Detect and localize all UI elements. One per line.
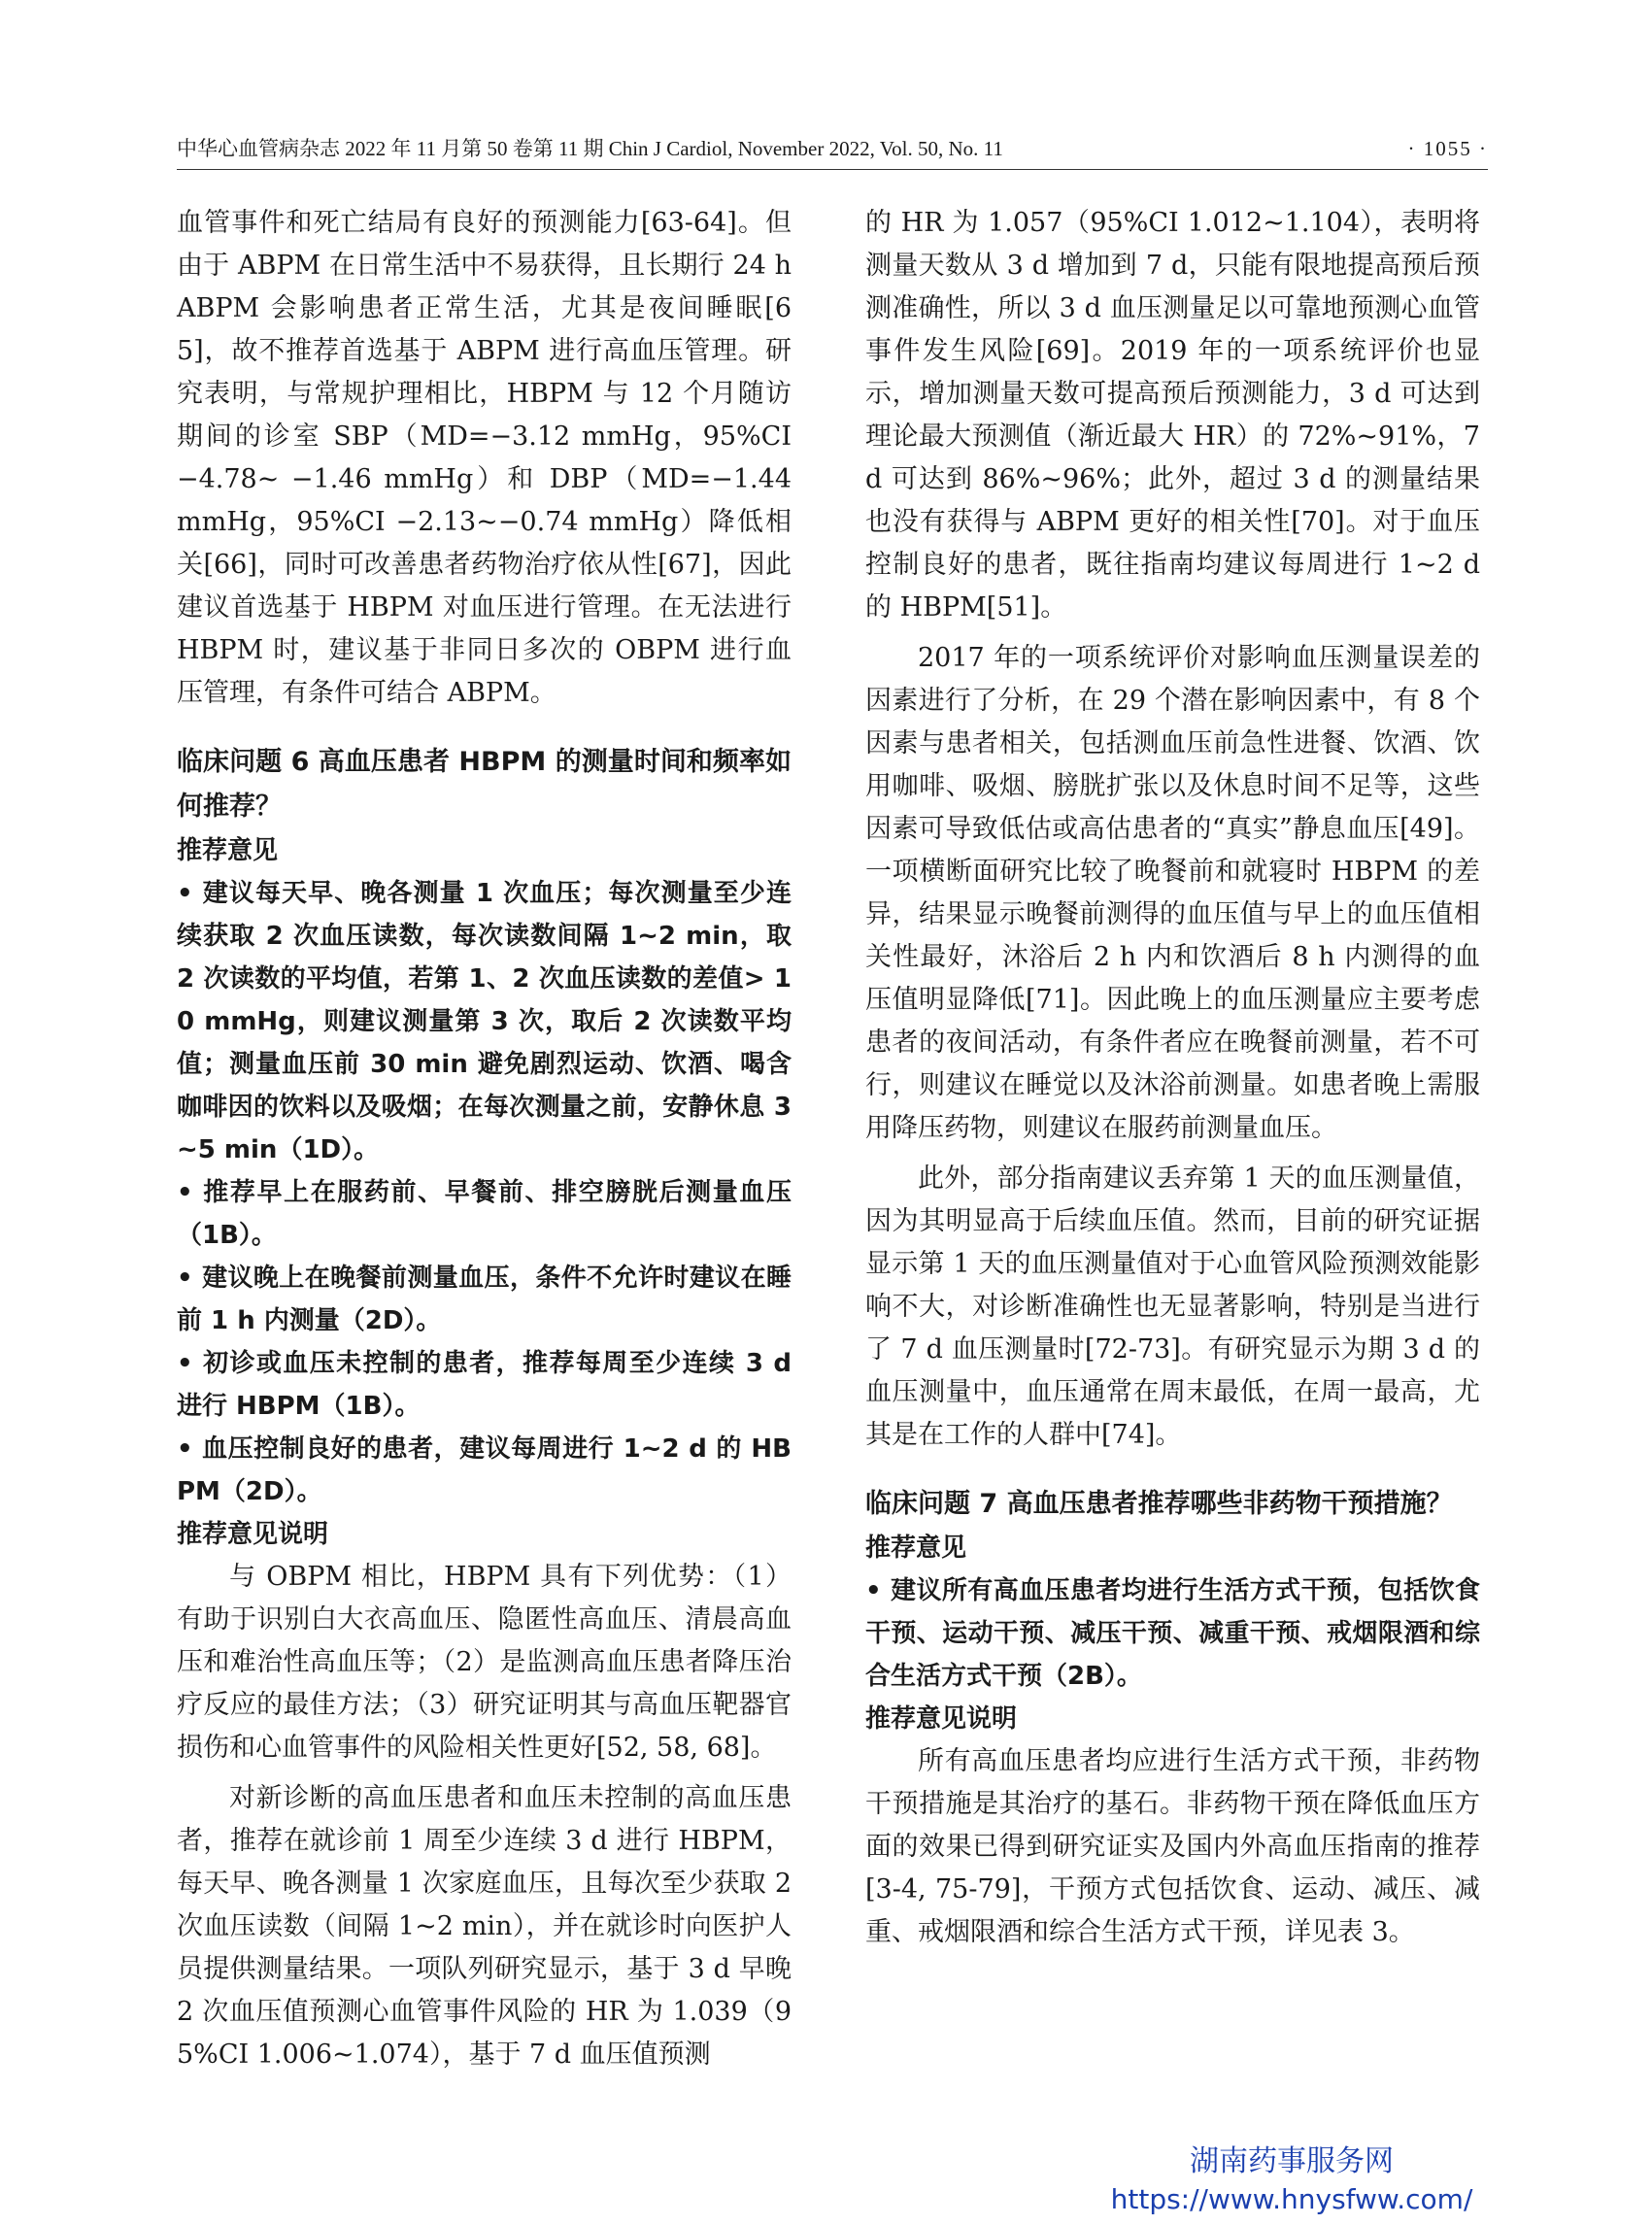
paragraph: 所有高血压患者均应进行生活方式干预，非药物干预措施是其治疗的基石。非药物干预在降低血压方面的效果已得到研究证实及国内外高血压指南的推荐[3-4, 75-79]，干预方式包括饮食、运动、减压、减重、戒烟限酒和综合生活方式干预，详见表 3。	[865, 1746, 1480, 1947]
recommendation-item: • 建议每天早、晚各测量 1 次血压；每次测量至少连续获取 2 次血压读数，每次读数间隔 1~2 min，取 2 次读数的平均值，若第 1、2 次血压读数的差值> 10 mmHg，则建议测量第 3 次，取后 2 次读数平均值；测量血压前 30 min 避免剧烈运动、饮酒、喝含咖啡因的饮料以及吸烟；在每次测量之前，安静休息 3~5 min（1D）。	[177, 879, 792, 1164]
recommendation-item: • 血压控制良好的患者，建议每周进行 1~2 d 的 HBPM（2D）。	[177, 1434, 792, 1506]
running-header	[177, 132, 1488, 165]
clinical-question-6-title: 临床问题 6 高血压患者 HBPM 的测量时间和频率如何推荐？	[177, 747, 792, 822]
clinical-question-7-title: 临床问题 7 高血压患者推荐哪些非药物干预措施？	[865, 1489, 1453, 1519]
watermark-url[interactable]: https://www.hnysfww.com/	[1110, 2183, 1473, 2215]
recommendation-item: • 推荐早上在服药前、早餐前、排空膀胱后测量血压（1B）。	[177, 1178, 792, 1250]
watermark-name: 湖南药事服务网	[1190, 2144, 1394, 2178]
paragraph: 2017 年的一项系统评价对影响血压测量误差的因素进行了分析，在 29 个潜在影响因素中，有 8 个因素与患者相关，包括测血压前急性进餐、饮酒、饮用咖啡、吸烟、膀胱扩张以及休息时间不足等，这些因素可导致低估或高估患者的“真实”静息血压[49]。一项横断面研究比较了晚餐前和就寝时 HBPM 的差异，结果显示晚餐前测得的血压值与早上的血压值相关性最好，沐浴后 2 h 内和饮酒后 8 h 内测得的血压值明显降低[71]。因此晚上的血压测量应主要考虑患者的夜间活动，有条件者应在晚餐前测量，若不可行，则建议在睡觉以及沐浴前测量。如患者晚上需服用降压药物，则建议在服药前测量血压。	[865, 643, 1480, 1143]
journal-citation: 中华心血管病杂志 2022 年 11 月第 50 卷第 11 期 Chin J Cardiol, November 2022, Vol. 50, No. 11	[177, 137, 1003, 160]
recommendation-heading: 推荐意见	[865, 1534, 967, 1563]
recommendation-item: • 建议所有高血压患者均进行生活方式干预，包括饮食干预、运动干预、减压干预、减重干预、戒烟限酒和综合生活方式干预（2B）。	[865, 1576, 1480, 1691]
header-rule	[177, 169, 1488, 170]
paragraph: 与 OBPM 相比，HBPM 具有下列优势：（1）有助于识别白大衣高血压、隐匿性高血压、清晨高血压和难治性高血压等；（2）是监测高血压患者降压治疗反应的最佳方法；（3）研究证明其与高血压靶器官损伤和心血管事件的风险相关性更好[52, 58, 68]。	[177, 1562, 792, 1763]
paragraph: 的 HR 为 1.057（95%CI 1.012~1.104），表明将测量天数从 3 d 增加到 7 d，只能有限地提高预后预测准确性，所以 3 d 血压测量足以可靠地预测心血管事件发生风险[69]。2019 年的一项系统评价也显示，增加测量天数可提高预后预测能力，3 d 可达到理论最大预测值（渐近最大 HR）的 72%~91%，7 d 可达到 86%~96%；此外，超过 3 d 的测量结果也没有获得与 ABPM 更好的相关性[70]。对于血压控制良好的患者，既往指南均建议每周进行 1~2 d 的 HBPM[51]。	[865, 208, 1480, 623]
recommendation-item: • 初诊或血压未控制的患者，推荐每周至少连续 3 d 进行 HBPM（1B）。	[177, 1349, 792, 1421]
explanation-heading: 推荐意见说明	[865, 1704, 1018, 1734]
recommendation-item: • 建议晚上在晚餐前测量血压，条件不允许时建议在睡前 1 h 内测量（2D）。	[177, 1264, 792, 1335]
right-column	[865, 202, 1480, 1954]
page-number: · 1055 ·	[1407, 137, 1488, 160]
paragraph: 此外，部分指南建议丢弃第 1 天的血压测量值，因为其明显高于后续血压值。然而，目前的研究证据显示第 1 天的血压测量值对于心血管风险预测效能影响不大，对诊断准确性也无显著影响，特别是当进行了 7 d 血压测量时[72-73]。有研究显示为期 3 d 的血压测量中，血压通常在周末最低，在周一最高，尤其是在工作的人群中[74]。	[865, 1163, 1480, 1450]
paragraph: 对新诊断的高血压患者和血压未控制的高血压患者，推荐在就诊前 1 周至少连续 3 d 进行 HBPM，每天早、晚各测量 1 次家庭血压，且每次至少获取 2 次血压读数（间隔 1~2 min），并在就诊时向医护人员提供测量结果。一项队列研究显示，基于 3 d 早晚 2 次血压值预测心血管事件风险的 HR 为 1.039（95%CI 1.006~1.074），基于 7 d 血压值预测	[177, 1783, 792, 2070]
left-column	[177, 202, 792, 2076]
watermark	[1088, 2142, 1496, 2218]
recommendation-heading: 推荐意见	[177, 836, 279, 865]
explanation-heading: 推荐意见说明	[177, 1520, 329, 1549]
paragraph: 血管事件和死亡结局有良好的预测能力[63-64]。但由于 ABPM 在日常生活中不易获得，且长期行 24 h ABPM 会影响患者正常生活，尤其是夜间睡眠[65]，故不推荐首选基于 ABPM 进行高血压管理。研究表明，与常规护理相比，HBPM 与 12 个月随访期间的诊室 SBP（MD=−3.12 mmHg，95%CI −4.78~ −1.46 mmHg）和 DBP（MD=−1.44 mmHg，95%CI −2.13~−0.74 mmHg）降低相关[66]，同时可改善患者药物治疗依从性[67]，因此建议首选基于 HBPM 对血压进行管理。在无法进行 HBPM 时，建议基于非同日多次的 OBPM 进行血压管理，有条件可结合 ABPM。	[177, 208, 792, 708]
